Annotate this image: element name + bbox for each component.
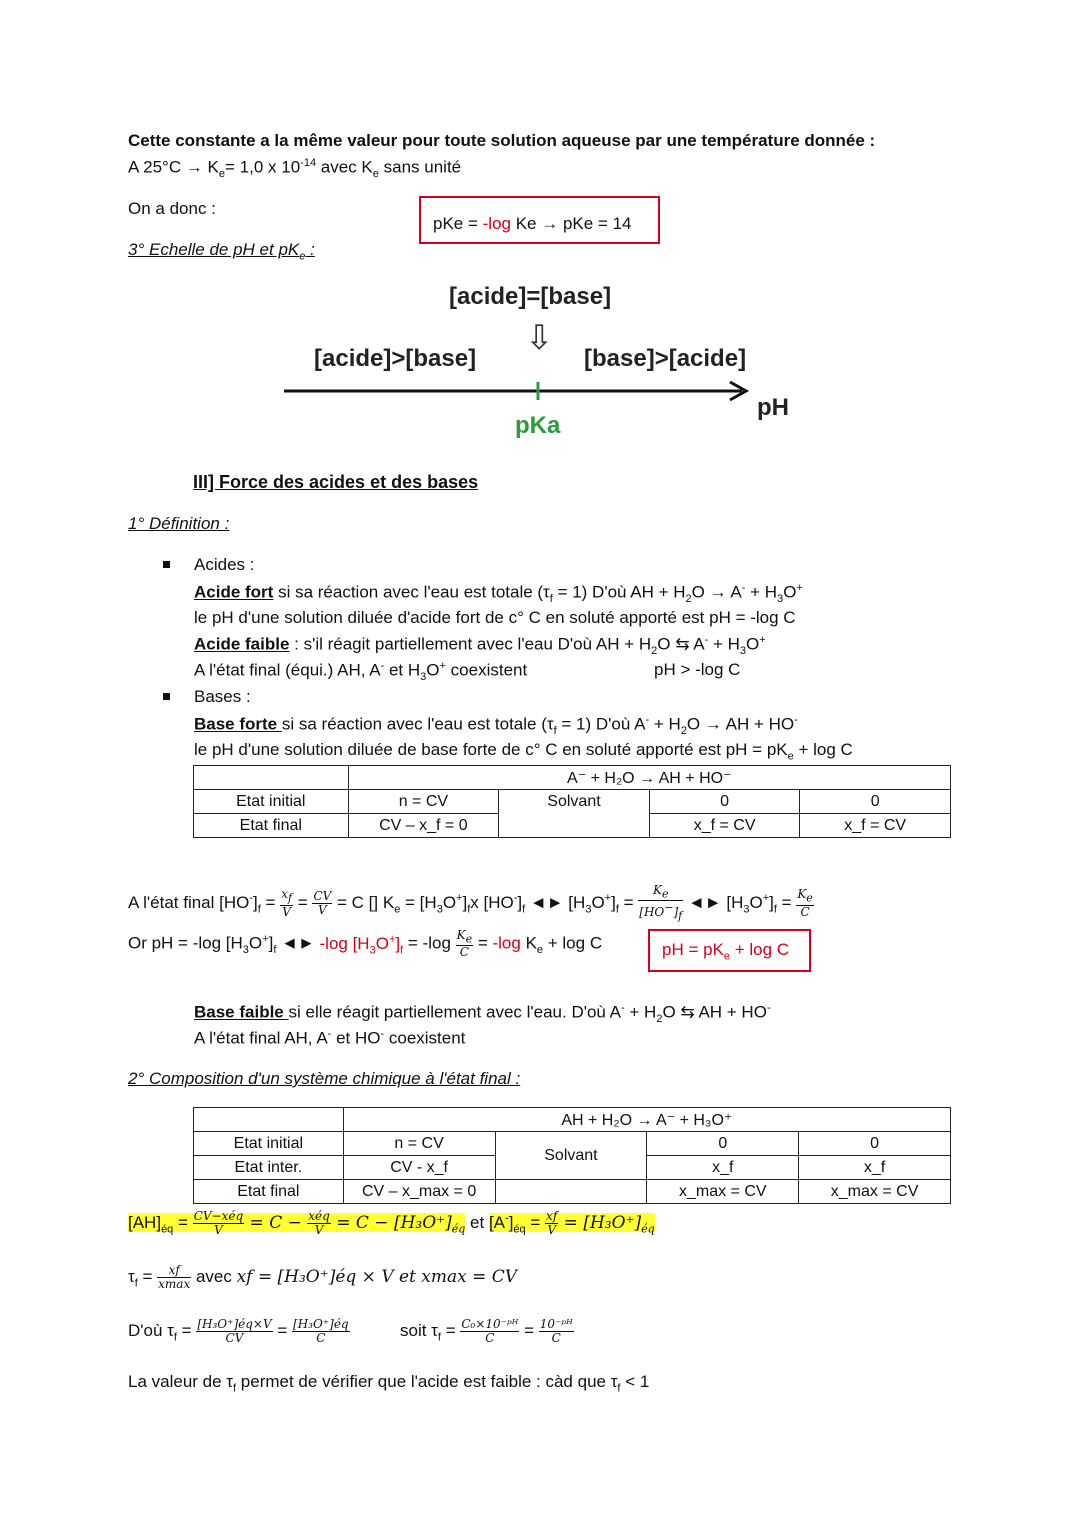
table1-reaction: A⁻ + H₂O → AH + HO⁻ <box>348 766 950 790</box>
dou-formula: D'où $\tau_f$ = $\frac{\text{[H₃O⁺]éq×V}}{CV}$ = $\frac{\text{[H₃O⁺]éq}}{C}$ <box>128 1317 349 1345</box>
section-III-title: III] Force des acides et des bases <box>193 472 479 492</box>
section-2-title: 2° Composition d'un système chimique à l'état final : <box>128 1069 521 1088</box>
final-state-formula: A l'état final $[HO^-]_f$ = $\frac{x_f}{V}$ = $\frac{CV}{V}$ = C [] $K_e = [H_3O^+]_fx$ $[HO^-]_f$ ◄► $[H_3O^+]_f$ = $\frac{K_e}{[HO^-]_f}$ ◄► $[H_3O^+]_f$ = $\frac{K_e}{C}$ <box>128 883 813 923</box>
intro-line-1: Cette constante a la même valeur pour toute solution aqueuse par une température donnée : <box>128 131 876 150</box>
pka-label: pKa <box>515 412 561 439</box>
base-forte-line: Base forte si sa réaction avec l'eau est totale $(\tau_f = 1)$ D'où $A^- + H_2O$ → AH + HO- <box>194 714 798 738</box>
down-arrow-icon: ⇩ <box>525 319 554 357</box>
acide-fort-line: Acide fort si sa réaction avec l'eau est totale $(\tau_f = 1)$ D'où AH + $H_2O \to A^- + H_3O^+$ <box>194 582 803 606</box>
scale-top-label: [acide]=[base] <box>449 283 612 310</box>
acide-fort-ph: le pH d'une solution diluée d'acide fort de c° C en soluté apporté est pH = -log C <box>194 608 796 627</box>
bases-label: Bases : <box>194 687 251 706</box>
base-faible-final: A l'état final AH, A- et HO- coexistent <box>194 1028 466 1048</box>
table-base-forte <box>193 765 951 838</box>
table-row: Etat final CV – x_f = 0 x_f = CV x_f = CV <box>194 814 951 838</box>
concentrations-formula: $[AH]_{éq}$ = $\frac{\text{CV−xéq}}{V}$ = C − $\frac{\text{xéq}}{V}$ = $C - [H_3O^+]_{éq}$ et $[A^-]_{éq}$ = $\frac{xf}{V}$ = $[H_3O^+]_{éq}$ <box>128 1209 655 1237</box>
scale-right-label: [base]>[acide] <box>584 345 747 372</box>
table-composition <box>193 1107 951 1204</box>
table-row: Etat final CV – x_max = 0 x_max = CV x_max = CV <box>194 1180 951 1204</box>
soit-formula: soit $\tau_f$ = $\frac{\text{C₀×10⁻ᵖᴴ}}{C}$ = $\frac{\text{10⁻ᵖᴴ}}{C}$ <box>400 1317 573 1345</box>
definition-title: 1° Définition : <box>128 514 230 533</box>
acide-faible-ph: pH > -log C <box>654 660 741 679</box>
ph-axis <box>280 378 760 408</box>
pke-formula: pKe = -log Ke → pKe = 14 <box>433 214 632 233</box>
bullet-acides <box>163 561 170 568</box>
ph-derivation: Or pH = -log $[H_3O^+]_f$ ◄► -log $[H_3O^+]_f = -\log$ $\frac{K_e}{C}$ = -log $K_e + \log C$ <box>128 928 603 960</box>
table2-reaction: AH + H₂O → A⁻ + H₃O⁺ <box>343 1108 950 1132</box>
acide-faible-final: A l'état final (équi.) AH, A- et $H_3O^+$ coexistent <box>194 660 528 684</box>
ph-result: pH = $pK_e + \log C$ <box>662 940 790 963</box>
acide-faible-line: Acide faible : s'il réagit partiellement avec l'eau D'où AH + $H_2O$ ⇆ $A^- + H_3O^+$ <box>194 634 766 658</box>
table-row: Etat initial n = CV Solvant 0 0 <box>194 1132 951 1156</box>
table-row: Etat initial n = CV Solvant 0 0 <box>194 790 951 814</box>
conclusion: La valeur de $\tau_f$ permet de vérifier que l'acide est faible : càd que $\tau_f < 1$ <box>128 1372 650 1395</box>
table-row: Etat inter. CV - x_f x_f x_f <box>194 1156 951 1180</box>
tau-formula: $\tau_f$ = $\frac{xf}{xmax}$ avec xf = [H₃O⁺]éq × V et xmax = CV <box>128 1263 518 1291</box>
intro-line-3: On a donc : <box>128 199 216 218</box>
intro-line-2: A $25^\circ C \to K_e= 1,0$ x $10^{-14}$ avec $K_e$ sans unité <box>128 157 462 181</box>
scale-left-label: [acide]>[base] <box>314 345 477 372</box>
section-3-title: 3° Echelle de pH et $pK_e$ : <box>128 240 315 263</box>
acides-label: Acides : <box>194 555 255 574</box>
base-forte-ph: le pH d'une solution diluée de base forte de c° C en soluté apporté est pH = $pK_e + \log C$ <box>194 740 853 763</box>
bullet-bases <box>163 693 170 700</box>
ph-axis-label: pH <box>757 394 789 421</box>
base-faible-line: Base faible si elle réagit partiellement avec l'eau. D'où $A^- + H_2O$ ⇆ AH + HO- <box>194 1002 771 1026</box>
